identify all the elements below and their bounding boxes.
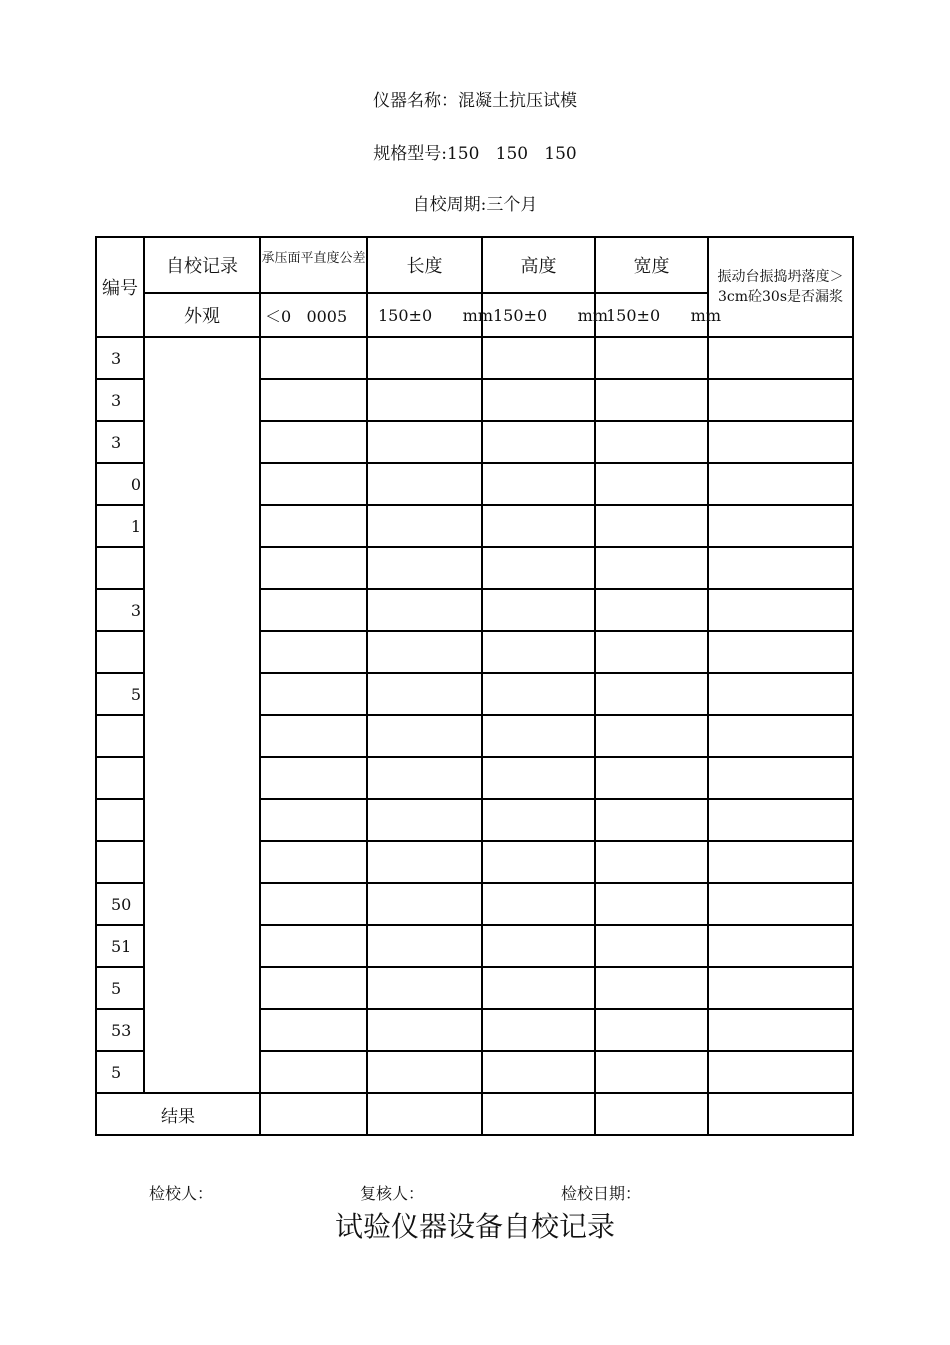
- data-cell[interactable]: [595, 673, 708, 715]
- data-cell[interactable]: [708, 631, 853, 673]
- result-cell[interactable]: [482, 1093, 595, 1135]
- data-cell[interactable]: [708, 799, 853, 841]
- data-cell[interactable]: [260, 757, 367, 799]
- table-row: [96, 337, 853, 379]
- data-cell[interactable]: [708, 547, 853, 589]
- row-number: 3: [96, 379, 144, 421]
- row-number: 3: [96, 589, 144, 631]
- data-cell[interactable]: [708, 589, 853, 631]
- data-cell[interactable]: [367, 505, 482, 547]
- row-number: 1: [96, 505, 144, 547]
- data-cell[interactable]: [260, 547, 367, 589]
- sub-height: 150±0 mm: [482, 293, 595, 337]
- data-cell[interactable]: [708, 505, 853, 547]
- data-cell[interactable]: [482, 379, 595, 421]
- result-cell[interactable]: [260, 1093, 367, 1135]
- row-number: 51: [96, 925, 144, 967]
- data-cell[interactable]: [708, 463, 853, 505]
- result-cell[interactable]: [708, 1093, 853, 1135]
- data-cell[interactable]: [708, 421, 853, 463]
- row-number: [96, 841, 144, 883]
- data-cell[interactable]: [482, 715, 595, 757]
- data-cell[interactable]: [482, 631, 595, 673]
- data-cell[interactable]: [367, 337, 482, 379]
- data-cell[interactable]: [367, 841, 482, 883]
- data-cell[interactable]: [367, 379, 482, 421]
- data-cell[interactable]: [367, 547, 482, 589]
- row-number: 3: [96, 421, 144, 463]
- data-cell[interactable]: [367, 421, 482, 463]
- data-cell[interactable]: [482, 421, 595, 463]
- data-cell[interactable]: [367, 925, 482, 967]
- data-cell[interactable]: [367, 799, 482, 841]
- data-cell[interactable]: [260, 715, 367, 757]
- row-number: [96, 757, 144, 799]
- col-length-header: 长度: [367, 237, 482, 293]
- row-number: [96, 799, 144, 841]
- data-cell[interactable]: [367, 1051, 482, 1093]
- data-cell[interactable]: [595, 967, 708, 1009]
- data-cell[interactable]: [260, 505, 367, 547]
- data-cell[interactable]: [482, 841, 595, 883]
- data-cell[interactable]: [367, 1009, 482, 1051]
- data-cell[interactable]: [708, 841, 853, 883]
- appearance-cell[interactable]: [144, 337, 260, 1093]
- reviewer-label: 复核人：: [360, 1184, 425, 1203]
- data-cell[interactable]: [595, 631, 708, 673]
- data-cell[interactable]: [708, 925, 853, 967]
- data-cell[interactable]: [482, 463, 595, 505]
- row-number: 0: [96, 463, 144, 505]
- data-cell[interactable]: [367, 757, 482, 799]
- data-cell[interactable]: [260, 799, 367, 841]
- data-cell[interactable]: [708, 715, 853, 757]
- data-cell[interactable]: [260, 841, 367, 883]
- data-cell[interactable]: [482, 589, 595, 631]
- data-cell[interactable]: [367, 967, 482, 1009]
- row-number: 5: [96, 673, 144, 715]
- data-cell[interactable]: [708, 1009, 853, 1051]
- data-cell[interactable]: [708, 337, 853, 379]
- sub-appearance: 外观: [144, 293, 260, 337]
- data-cell[interactable]: [595, 841, 708, 883]
- data-cell[interactable]: [260, 631, 367, 673]
- sub-flatness: ＜0 0005: [260, 293, 367, 337]
- data-cell[interactable]: [595, 799, 708, 841]
- data-cell[interactable]: [482, 1009, 595, 1051]
- data-cell[interactable]: [595, 505, 708, 547]
- data-cell[interactable]: [367, 673, 482, 715]
- data-cell[interactable]: [482, 337, 595, 379]
- data-cell[interactable]: [708, 379, 853, 421]
- data-cell[interactable]: [367, 589, 482, 631]
- row-number: 53: [96, 1009, 144, 1051]
- data-cell[interactable]: [260, 1051, 367, 1093]
- data-cell[interactable]: [595, 883, 708, 925]
- data-cell[interactable]: [595, 589, 708, 631]
- data-cell[interactable]: [708, 883, 853, 925]
- data-cell[interactable]: [595, 925, 708, 967]
- data-cell[interactable]: [482, 925, 595, 967]
- row-number: 50: [96, 883, 144, 925]
- col-vibration-header: 振动台振捣坍落度＞3cm砼30s是否漏浆: [708, 237, 853, 337]
- data-cell[interactable]: [260, 1009, 367, 1051]
- data-cell[interactable]: [260, 589, 367, 631]
- data-cell[interactable]: [367, 631, 482, 673]
- data-cell[interactable]: [260, 463, 367, 505]
- row-number: [96, 715, 144, 757]
- data-cell[interactable]: [260, 337, 367, 379]
- data-cell[interactable]: [367, 463, 482, 505]
- data-cell[interactable]: [595, 757, 708, 799]
- data-cell[interactable]: [708, 673, 853, 715]
- row-number: 3: [96, 337, 144, 379]
- data-cell[interactable]: [595, 421, 708, 463]
- data-cell[interactable]: [260, 883, 367, 925]
- row-number: 5: [96, 1051, 144, 1093]
- data-cell[interactable]: [260, 925, 367, 967]
- result-label: 结果: [96, 1093, 260, 1135]
- checker-label: 检校人：: [149, 1184, 214, 1203]
- date-label: 检校日期：: [561, 1184, 642, 1203]
- sub-length: 150±0 mm: [367, 293, 482, 337]
- calibration-table: [95, 236, 854, 1136]
- calibration-cycle: 自校周期:三个月: [412, 195, 538, 215]
- result-cell[interactable]: [595, 1093, 708, 1135]
- data-cell[interactable]: [260, 673, 367, 715]
- col-height-header: 高度: [482, 237, 595, 293]
- col-width-header: 宽度: [595, 237, 708, 293]
- data-cell[interactable]: [482, 673, 595, 715]
- data-cell[interactable]: [260, 967, 367, 1009]
- data-cell[interactable]: [482, 505, 595, 547]
- col-record-header: 自校记录: [144, 237, 260, 293]
- data-cell[interactable]: [595, 337, 708, 379]
- result-cell[interactable]: [367, 1093, 482, 1135]
- data-cell[interactable]: [708, 757, 853, 799]
- data-cell[interactable]: [482, 547, 595, 589]
- instrument-name: 仪器名称：混凝土抗压试模: [373, 91, 577, 111]
- data-cell[interactable]: [595, 1009, 708, 1051]
- data-cell[interactable]: [482, 757, 595, 799]
- data-cell[interactable]: [482, 883, 595, 925]
- spec-model: 规格型号:150 150 150: [373, 144, 577, 164]
- data-cell[interactable]: [708, 1051, 853, 1093]
- row-number: [96, 631, 144, 673]
- data-cell[interactable]: [482, 967, 595, 1009]
- data-cell[interactable]: [595, 1051, 708, 1093]
- row-number: 5: [96, 967, 144, 1009]
- data-cell[interactable]: [260, 379, 367, 421]
- row-number: [96, 547, 144, 589]
- data-cell[interactable]: [260, 421, 367, 463]
- sub-width: 150±0 mm: [595, 293, 708, 337]
- data-cell[interactable]: [595, 463, 708, 505]
- data-cell[interactable]: [595, 547, 708, 589]
- data-cell[interactable]: [708, 967, 853, 1009]
- data-cell[interactable]: [367, 883, 482, 925]
- data-cell[interactable]: [595, 715, 708, 757]
- data-cell[interactable]: [482, 799, 595, 841]
- data-cell[interactable]: [595, 379, 708, 421]
- data-cell[interactable]: [482, 1051, 595, 1093]
- page-title: 试验仪器设备自校记录: [334, 1210, 615, 1243]
- col-flatness-header: 承压面平直度公差: [260, 237, 367, 293]
- col-number-header: 编号: [96, 237, 144, 337]
- data-cell[interactable]: [367, 715, 482, 757]
